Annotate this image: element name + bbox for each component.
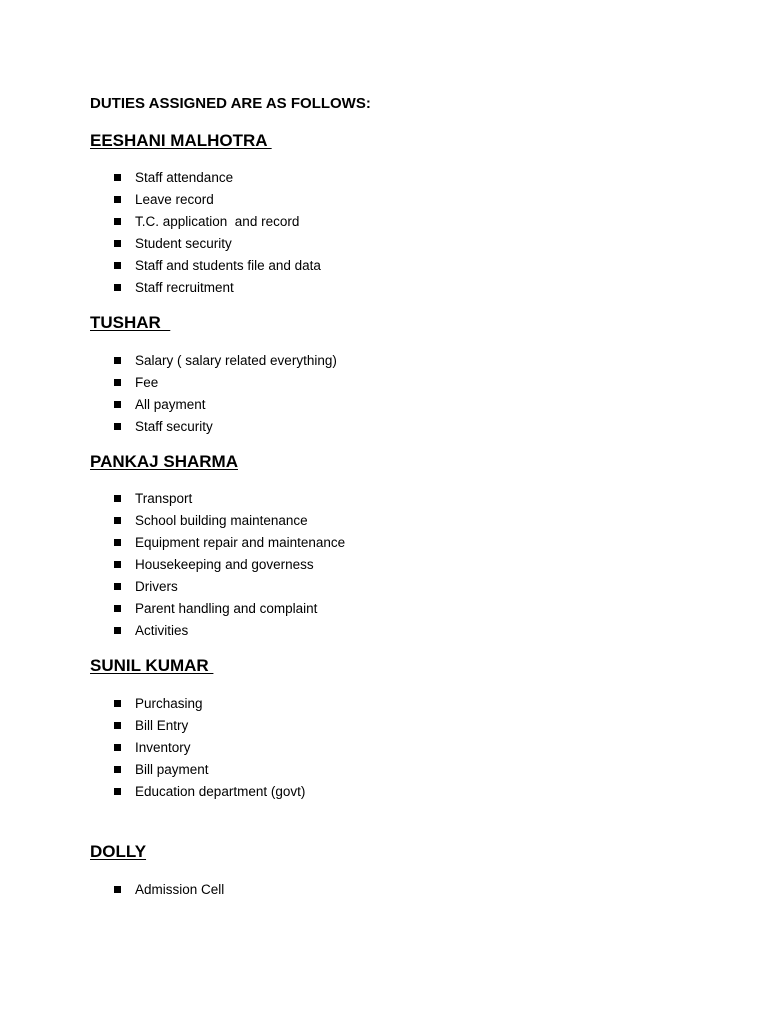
- section-heading-sunil-kumar: SUNIL KUMAR: [90, 656, 214, 675]
- section-heading-dolly: DOLLY: [90, 842, 147, 861]
- duty-list-eeshani-malhotra: [0, 167, 700, 299]
- section-heading-pankaj-sharma: PANKAJ SHARMA: [90, 452, 238, 471]
- duty-text: Transport: [135, 491, 193, 506]
- duty-text: Staff recruitment: [135, 280, 234, 295]
- list-item: [0, 233, 700, 255]
- duty-text: Admission Cell: [135, 882, 225, 897]
- list-item: [0, 189, 700, 211]
- duty-text: School building maintenance: [135, 513, 308, 528]
- list-item: [0, 350, 700, 372]
- duty-text: Student security: [135, 236, 232, 251]
- square-bullet-icon: [114, 401, 121, 408]
- list-item: [0, 394, 700, 416]
- square-bullet-icon: [114, 284, 121, 291]
- square-bullet-icon: [114, 517, 121, 524]
- list-item: [0, 372, 700, 394]
- list-item: [0, 211, 700, 233]
- list-item: [0, 277, 700, 299]
- square-bullet-icon: [114, 196, 121, 203]
- list-item: [0, 879, 700, 901]
- square-bullet-icon: [114, 700, 121, 707]
- duty-text: Leave record: [135, 192, 214, 207]
- list-item: [0, 737, 700, 759]
- duty-text: Salary ( salary related everything): [135, 353, 337, 368]
- list-item: [0, 693, 700, 715]
- square-bullet-icon: [114, 627, 121, 634]
- square-bullet-icon: [114, 561, 121, 568]
- square-bullet-icon: [114, 174, 121, 181]
- square-bullet-icon: [114, 722, 121, 729]
- duty-text: Activities: [135, 623, 189, 638]
- square-bullet-icon: [114, 766, 121, 773]
- square-bullet-icon: [114, 886, 121, 893]
- list-item: [0, 255, 700, 277]
- square-bullet-icon: [114, 605, 121, 612]
- square-bullet-icon: [114, 240, 121, 247]
- list-item: [0, 416, 700, 438]
- square-bullet-icon: [114, 495, 121, 502]
- duty-list-sunil-kumar: [0, 693, 700, 803]
- square-bullet-icon: [114, 423, 121, 430]
- list-item: [0, 488, 700, 510]
- duty-text: T.C. application and record: [135, 214, 300, 229]
- duty-list-pankaj-sharma: [0, 488, 700, 642]
- duty-text: Staff attendance: [135, 170, 234, 185]
- document-title: DUTIES ASSIGNED ARE AS FOLLOWS:: [90, 95, 371, 112]
- duty-list-dolly: [0, 879, 700, 901]
- square-bullet-icon: [114, 583, 121, 590]
- duty-text: All payment: [135, 397, 206, 412]
- duty-text: Bill Entry: [135, 718, 189, 733]
- list-item: [0, 532, 700, 554]
- list-item: [0, 620, 700, 642]
- duty-text: Staff security: [135, 419, 213, 434]
- duty-text: Inventory: [135, 740, 191, 755]
- duty-text: Parent handling and complaint: [135, 601, 318, 616]
- section-heading-eeshani-malhotra: EESHANI MALHOTRA: [90, 131, 272, 150]
- square-bullet-icon: [114, 262, 121, 269]
- list-item: [0, 715, 700, 737]
- duty-text: Drivers: [135, 579, 178, 594]
- square-bullet-icon: [114, 539, 121, 546]
- list-item: [0, 576, 700, 598]
- section-heading-tushar: TUSHAR: [90, 313, 171, 332]
- list-item: [0, 781, 700, 803]
- square-bullet-icon: [114, 357, 121, 364]
- list-item: [0, 167, 700, 189]
- square-bullet-icon: [114, 744, 121, 751]
- duty-text: Purchasing: [135, 696, 203, 711]
- duty-text: Housekeeping and governess: [135, 557, 314, 572]
- duty-text: Fee: [135, 375, 159, 390]
- square-bullet-icon: [114, 379, 121, 386]
- square-bullet-icon: [114, 788, 121, 795]
- list-item: [0, 759, 700, 781]
- list-item: [0, 554, 700, 576]
- list-item: [0, 510, 700, 532]
- duty-list-tushar: [0, 350, 700, 438]
- duty-text: Equipment repair and maintenance: [135, 535, 346, 550]
- square-bullet-icon: [114, 218, 121, 225]
- list-item: [0, 598, 700, 620]
- duty-text: Staff and students file and data: [135, 258, 321, 273]
- duty-text: Education department (govt): [135, 784, 306, 799]
- duty-text: Bill payment: [135, 762, 209, 777]
